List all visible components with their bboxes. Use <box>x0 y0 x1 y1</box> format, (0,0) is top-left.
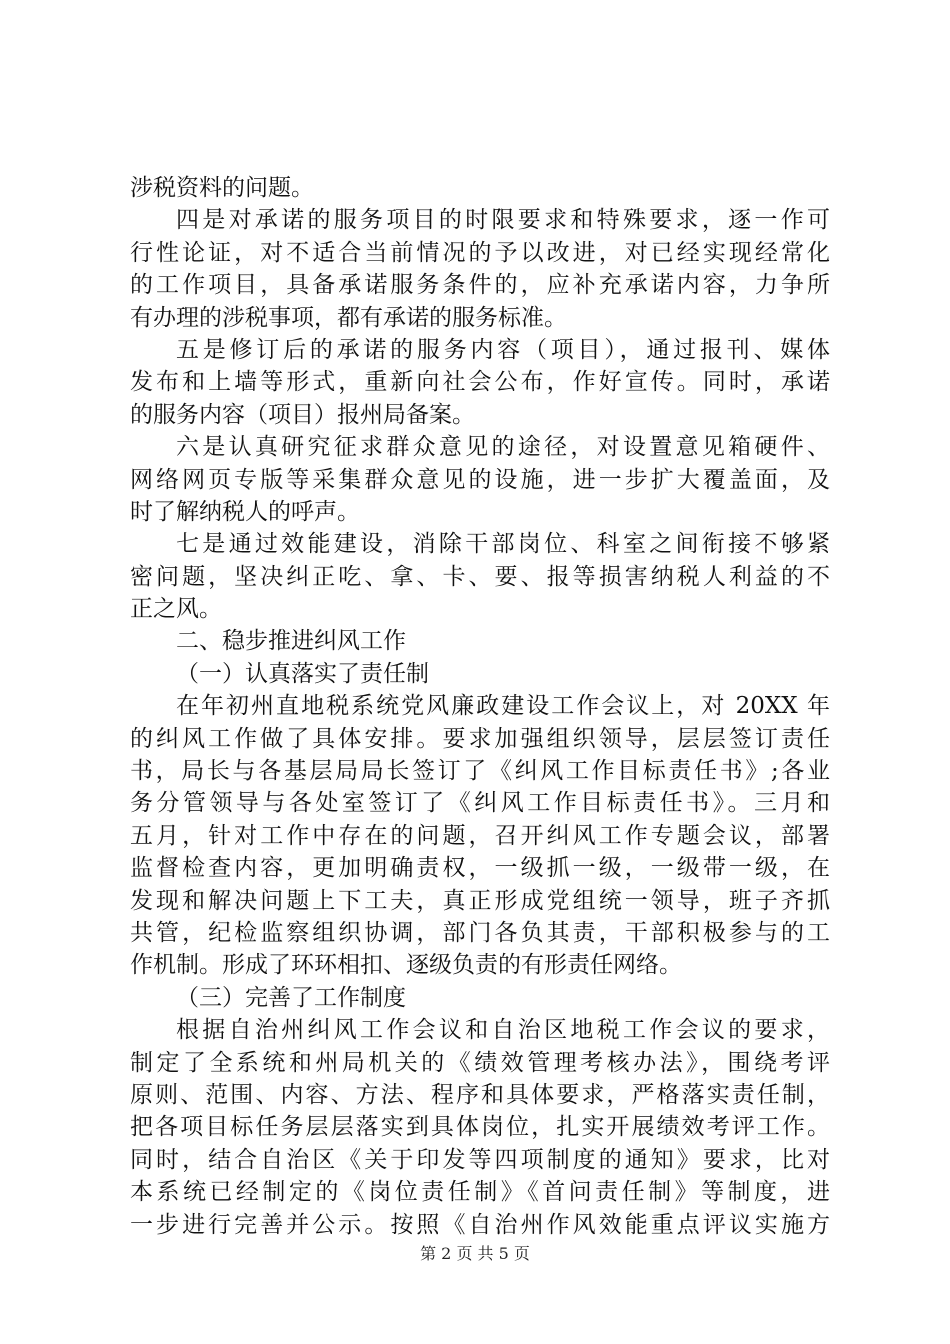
text-line: 的工作项目，具备承诺服务条件的，应补充承诺内容，力争所 <box>130 272 830 299</box>
text-line: 的服务内容（项目）报州局备案。 <box>130 401 475 428</box>
text-line: 行性论证，对不适合当前情况的予以改进，对已经实现经常化 <box>130 239 830 266</box>
text-line: 涉税资料的问题。 <box>130 175 314 201</box>
text-line: （三）完善了工作制度 <box>176 984 406 1011</box>
text-line: 本系统已经制定的《岗位责任制》《首问责任制》等制度，进 <box>130 1179 830 1206</box>
text-line: 发现和解决问题上下工夫，真正形成党组统一领导，班子齐抓 <box>130 887 830 914</box>
text-line: 密问题，坚决纠正吃、拿、卡、要、报等损害纳税人利益的不 <box>130 563 830 590</box>
text-line: 网络网页专版等采集群众意见的设施，进一步扩大覆盖面，及 <box>130 466 830 493</box>
text-line: 七是通过效能建设，消除干部岗位、科室之间衔接不够紧 <box>176 531 830 558</box>
text-line: 的纠风工作做了具体安排。要求加强组织领导，层层签订责任 <box>130 725 830 752</box>
text-line: 根据自治州纠风工作会议和自治区地税工作会议的要求， <box>176 1017 830 1044</box>
text-line: 四是对承诺的服务项目的时限要求和特殊要求，逐一作可 <box>176 207 830 234</box>
page-footer: 第 2 页 共 5 页 <box>420 1244 530 1263</box>
text-line: 五是修订后的承诺的服务内容（项目），通过报刊、媒体 <box>176 336 830 363</box>
text-line: 制定了全系统和州局机关的《绩效管理考核办法》，围绕考评 <box>130 1049 830 1076</box>
text-line: 时了解纳税人的呼声。 <box>130 498 360 525</box>
text-line: 同时，结合自治区《关于印发等四项制度的通知》要求，比对 <box>130 1146 830 1173</box>
text-line: 作机制。形成了环环相扣、逐级负责的有形责任网络。 <box>130 952 682 979</box>
text-line: 二、稳步推进纠风工作 <box>176 628 406 655</box>
text-line: 共管，纪检监察组织协调，部门各负其责，干部积极参与的工 <box>130 919 830 946</box>
text-line: 把各项目标任务层层落实到具体岗位，扎实开展绩效考评工作。 <box>130 1114 830 1141</box>
text-line: （一）认真落实了责任制 <box>176 660 429 687</box>
text-line: 书，局长与各基层局局长签订了《纠风工作目标责任书》;各业 <box>130 758 830 785</box>
text-line: 监督检查内容，更加明确责权，一级抓一级，一级带一级，在 <box>130 855 830 882</box>
text-line: 六是认真研究征求群众意见的途径，对设置意见箱硬件、 <box>176 434 830 461</box>
text-line: 一步进行完善并公示。按照《自治州作风效能重点评议实施方 <box>130 1211 830 1238</box>
text-line: 在年初州直地税系统党风廉政建设工作会议上，对 20XX 年 <box>176 693 830 720</box>
text-line: 正之风。 <box>130 596 222 623</box>
text-line: 有办理的涉税事项，都有承诺的服务标准。 <box>130 304 567 331</box>
text-line: 发布和上墙等形式，重新向社会公布，作好宣传。同时，承诺 <box>130 369 830 396</box>
document-body <box>130 172 830 1241</box>
text-line: 原则、范围、内容、方法、程序和具体要求，严格落实责任制， <box>130 1081 830 1108</box>
text-line: 务分管领导与各处室签订了《纠风工作目标责任书》。三月和 <box>130 790 830 817</box>
text-line: 五月，针对工作中存在的问题，召开纠风工作专题会议，部署 <box>130 822 830 849</box>
